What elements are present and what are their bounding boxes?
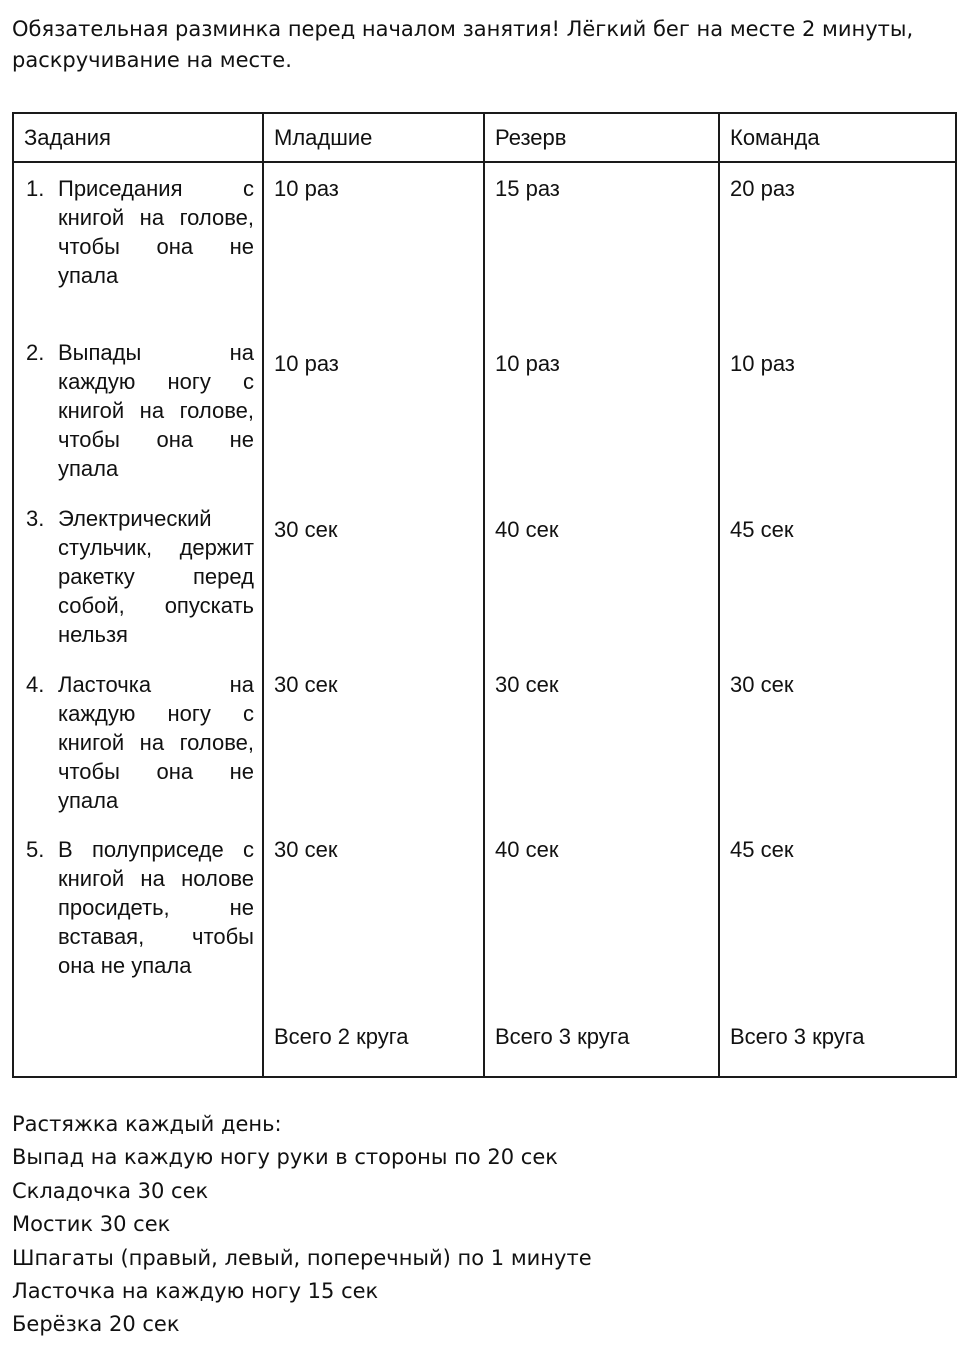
total-team: Всего 3 круга [719,1018,956,1077]
value-reserve: 10 раз [484,327,719,493]
task-cell [13,162,263,327]
stretch-title: Растяжка каждый день: [12,1112,282,1136]
task-cell [13,659,263,824]
stretch-item: Мостик 30 сек [12,1212,171,1237]
stretch-item: Шпагаты (правый, левый, поперечный) по 1 минуте [12,1245,592,1270]
value-reserve: 30 сек [484,659,719,824]
table-row [13,327,956,493]
value-juniors: 10 раз [263,327,484,493]
task-number: 1. [26,176,45,201]
task-number: 3. [26,506,45,531]
value-team: 45 сек [719,493,956,659]
exercise-table [12,112,957,1078]
stretch-item: Выпад на каждую ногу руки в стороны по 20 сек [12,1145,558,1170]
task-text: Ласточка на каждую ногу с книгой на голове, чтобы она не упала [58,672,254,813]
value-reserve: 15 раз [484,162,719,327]
value-juniors: 30 сек [263,824,484,1018]
task-text: Выпады на каждую ногу с книгой на голове, чтобы она не упала [58,340,254,481]
value-juniors: 30 сек [263,659,484,824]
value-team: 30 сек [719,659,956,824]
stretch-section [12,1108,592,1342]
stretch-item: Складочка 30 сек [12,1178,209,1203]
value-juniors: 10 раз [263,162,484,327]
header-juniors: Младшие [263,113,484,162]
totals-empty-cell [13,1018,263,1077]
value-reserve: 40 сек [484,493,719,659]
table-row [13,162,956,327]
table-row [13,493,956,659]
stretch-item: Ласточка на каждую ногу 15 сек [12,1279,379,1304]
header-reserve: Резерв [484,113,719,162]
task-number: 4. [26,672,45,697]
table-header-row [13,113,956,162]
totals-row [13,1018,956,1077]
value-reserve: 40 сек [484,824,719,1018]
task-number: 5. [26,837,45,862]
warmup-intro: Обязательная разминка перед началом занятия! Лёгкий бег на месте 2 минуты, раскручивание на месте. [12,17,914,72]
header-tasks: Задания [13,113,263,162]
value-team: 10 раз [719,327,956,493]
value-team: 20 раз [719,162,956,327]
total-reserve: Всего 3 круга [484,1018,719,1077]
table-row [13,824,956,1018]
task-cell [13,493,263,659]
task-text: Приседания с книгой на голове, чтобы она не упала [58,176,254,288]
header-team: Команда [719,113,956,162]
task-number: 2. [26,340,45,365]
task-text: Электрический стульчик, держит ракетку перед собой, опускать нельзя [58,506,254,647]
value-juniors: 30 сек [263,493,484,659]
stretch-item: Берёзка 20 сек [12,1312,180,1337]
table-row [13,659,956,824]
task-text: В полуприседе с книгой на нолове просидеть, не вставая, чтобы она не упала [58,837,254,978]
task-cell [13,327,263,493]
total-juniors: Всего 2 круга [263,1018,484,1077]
value-team: 45 сек [719,824,956,1018]
task-cell [13,824,263,1018]
